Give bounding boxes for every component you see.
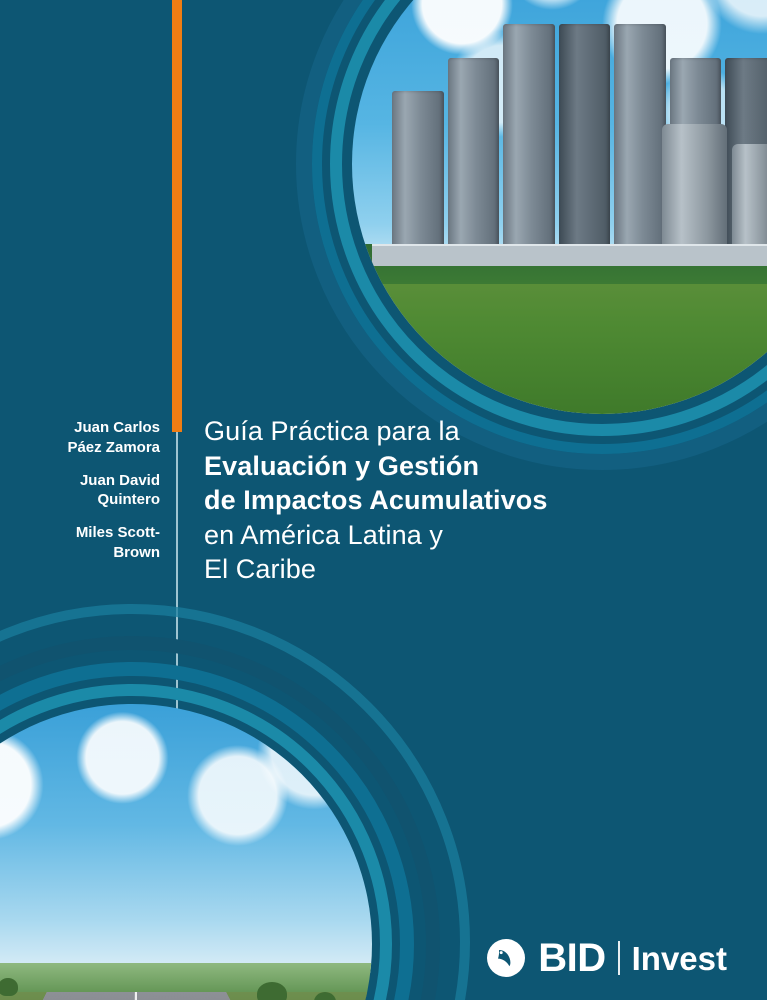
title-line: El Caribe [204, 554, 316, 585]
author-name-line: Miles Scott- [75, 524, 160, 542]
author-name-line: Brown [113, 543, 160, 561]
silo [559, 24, 611, 264]
silo [614, 24, 666, 264]
title-line: Evaluación y Gestión [204, 450, 480, 481]
industrial-plant-photo [352, 0, 767, 414]
page-title [204, 414, 674, 587]
title-line: de Impactos Acumulativos [204, 485, 548, 516]
logo-brand-text: BID [538, 936, 606, 980]
grass-field [352, 274, 767, 414]
tree [0, 978, 18, 996]
storage-tank [662, 124, 727, 264]
bid-invest-logo [486, 938, 727, 978]
logo-product-text: Invest [631, 939, 727, 977]
author-entry [26, 523, 160, 563]
logo-divider [618, 941, 620, 975]
tree [257, 982, 287, 1000]
author-name-line: Quintero [97, 491, 160, 509]
orange-accent-bar [172, 0, 182, 432]
author-name-line: Páez Zamora [67, 438, 160, 456]
author-entry [26, 418, 160, 458]
bid-invest-logo-icon [486, 938, 526, 978]
author-entry [26, 471, 160, 511]
sky [0, 704, 372, 973]
author-list [26, 418, 160, 576]
silo [448, 58, 500, 264]
title-line: Guía Práctica para la [204, 416, 460, 446]
silo [392, 91, 444, 264]
conveyor-bridge [372, 244, 767, 266]
author-name-line: Juan Carlos [74, 419, 160, 436]
title-line: en América Latina y [204, 519, 444, 550]
silo [503, 24, 555, 264]
highway-photo [0, 704, 372, 1000]
author-name-line: Juan David [79, 471, 160, 489]
